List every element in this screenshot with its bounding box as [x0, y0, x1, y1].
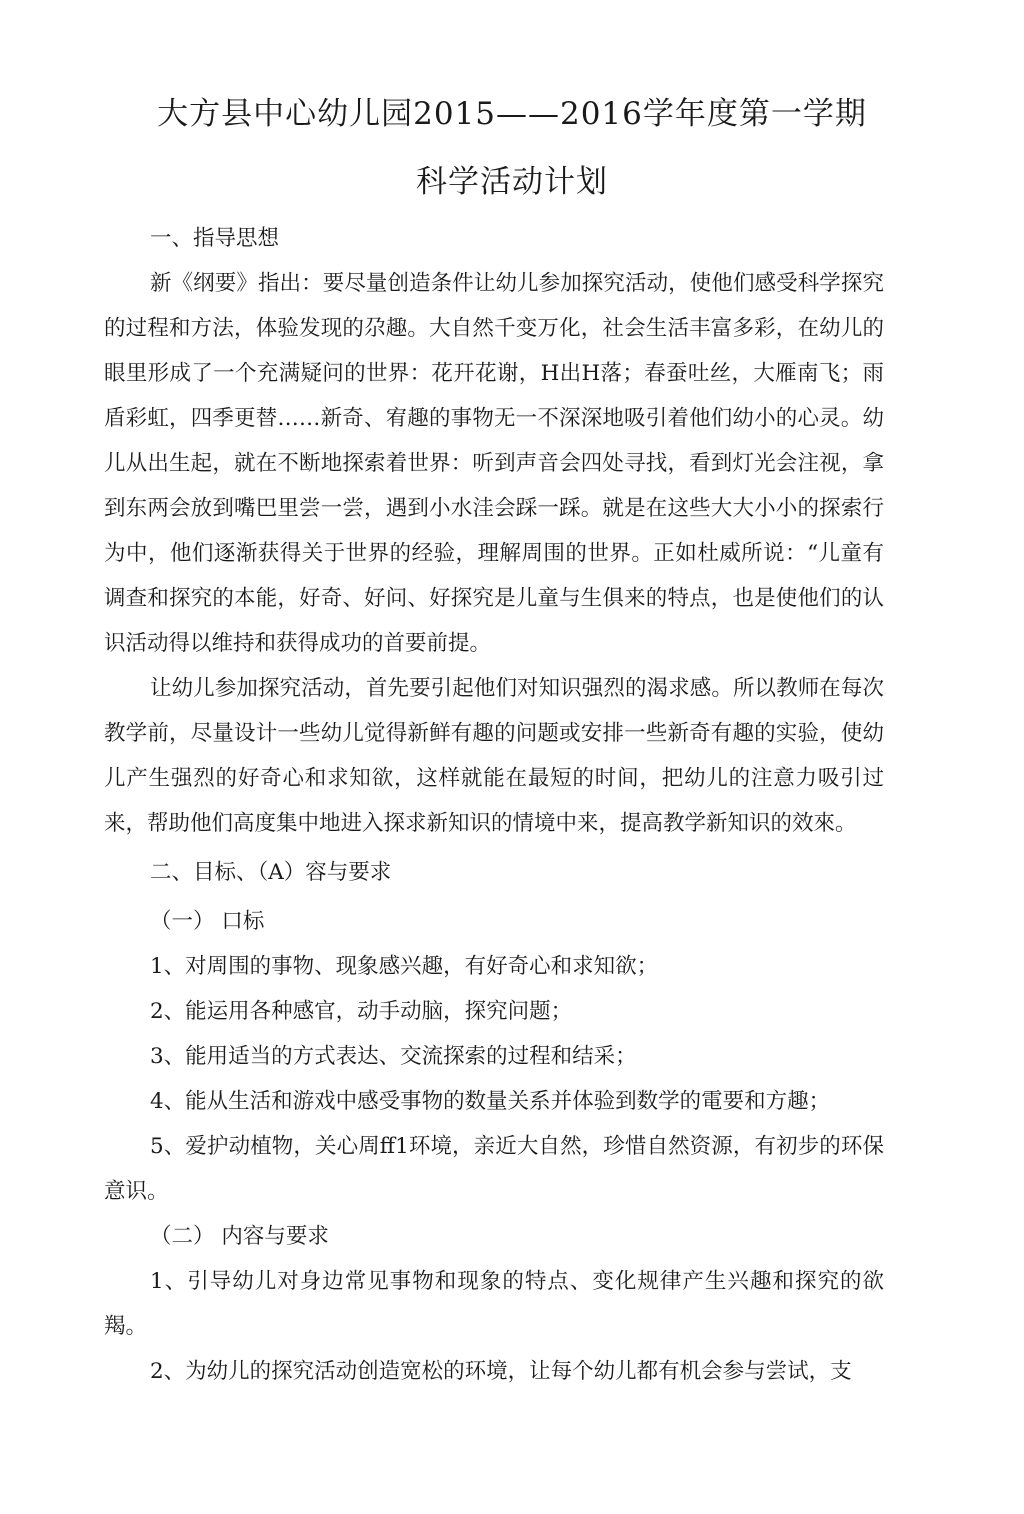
goal-item: 1、对周围的事物、现象感兴趣，有好奇心和求知欲； [150, 954, 659, 979]
paragraph-guiding-thought-1: 新《纲要》指出：要尽量创造条件让幼儿参加探究活动，使他们感受科学探究的过程和方法，体验发现的尕趣。大自然千变万化，社会生活丰富多彩，在幼儿的眼里形成了一个充满疑问的世界：花幵花谢，H出H落；春蚕吐丝，大雁南飞；雨盾彩虹，四季更替……新奇、宥趣的事物无一不深深地吸引着他们幼小的心灵。幼儿从出生起，就在不断地探索着世界：听到声音会四处寻找，看到灯光会注视，拿到东两会放到嘴巴里尝一尝，遇到小水洼会踩一踩。就是在这些大大小小的探索行为中，他们逐渐获得关于世界的经验，理解周围的世界。正如杜威所说：“儿童有调查和探究的本能，好奇、好问、好探究是儿童与生俱来的特点，也是使他们的认识活动得以维持和获得成功的首要前提。 [104, 271, 884, 656]
goal-item: 4、能从生活和游戏中感受事物的数量关系并体验到数学的電要和方趣； [150, 1089, 831, 1114]
document-subtitle: 科学活动计划 [416, 164, 608, 200]
section-heading-goals-content: 二、目标、（A）容与要求 [150, 860, 392, 885]
goal-item: 3、能用适当的方式表达、交流探索的过程和结采； [150, 1044, 637, 1069]
subsection-heading-goals: （一） 口标 [150, 909, 265, 934]
subsection-heading-content-requirements: （二） 内容与要求 [150, 1224, 329, 1249]
requirement-item: 2、为幼儿的探究活动创造宽松的环境，让每个幼儿都有机会参与尝试，支 [150, 1359, 852, 1384]
document-title: 大方县中心幼儿园2015——2016学年度第一学期 [157, 96, 867, 132]
requirement-item: 1、引导幼儿对身边常见事物和现象的特点、变化规律产生兴趣和探究的欲羯。 [104, 1269, 884, 1339]
section-heading-guiding-thought: 一、指导思想 [150, 226, 280, 251]
goal-item: 5、爱护动植物，关心周ff1环境，亲近大自然，珍惜自然资源，有初步的环保意识。 [104, 1134, 884, 1204]
goal-item: 2、能运用各种感官，动手动脑，探究问题； [150, 999, 573, 1024]
paragraph-guiding-thought-2: 让幼儿参加探究活动，首先要引起他们对知识强烈的渴求感。所以教师在每次教学前，尽量设计一些幼儿觉得新鲜有趣的问题或安排一些新奇有趣的实验，使幼儿产生强烈的好奇心和求知欲，这样就能在最短的时间，把幼儿的注意力吸引过来，帮助他们高度集中地进入探求新知识的情境中来，提高教学新知识的效來。 [104, 676, 884, 836]
document-body [104, 216, 884, 1394]
